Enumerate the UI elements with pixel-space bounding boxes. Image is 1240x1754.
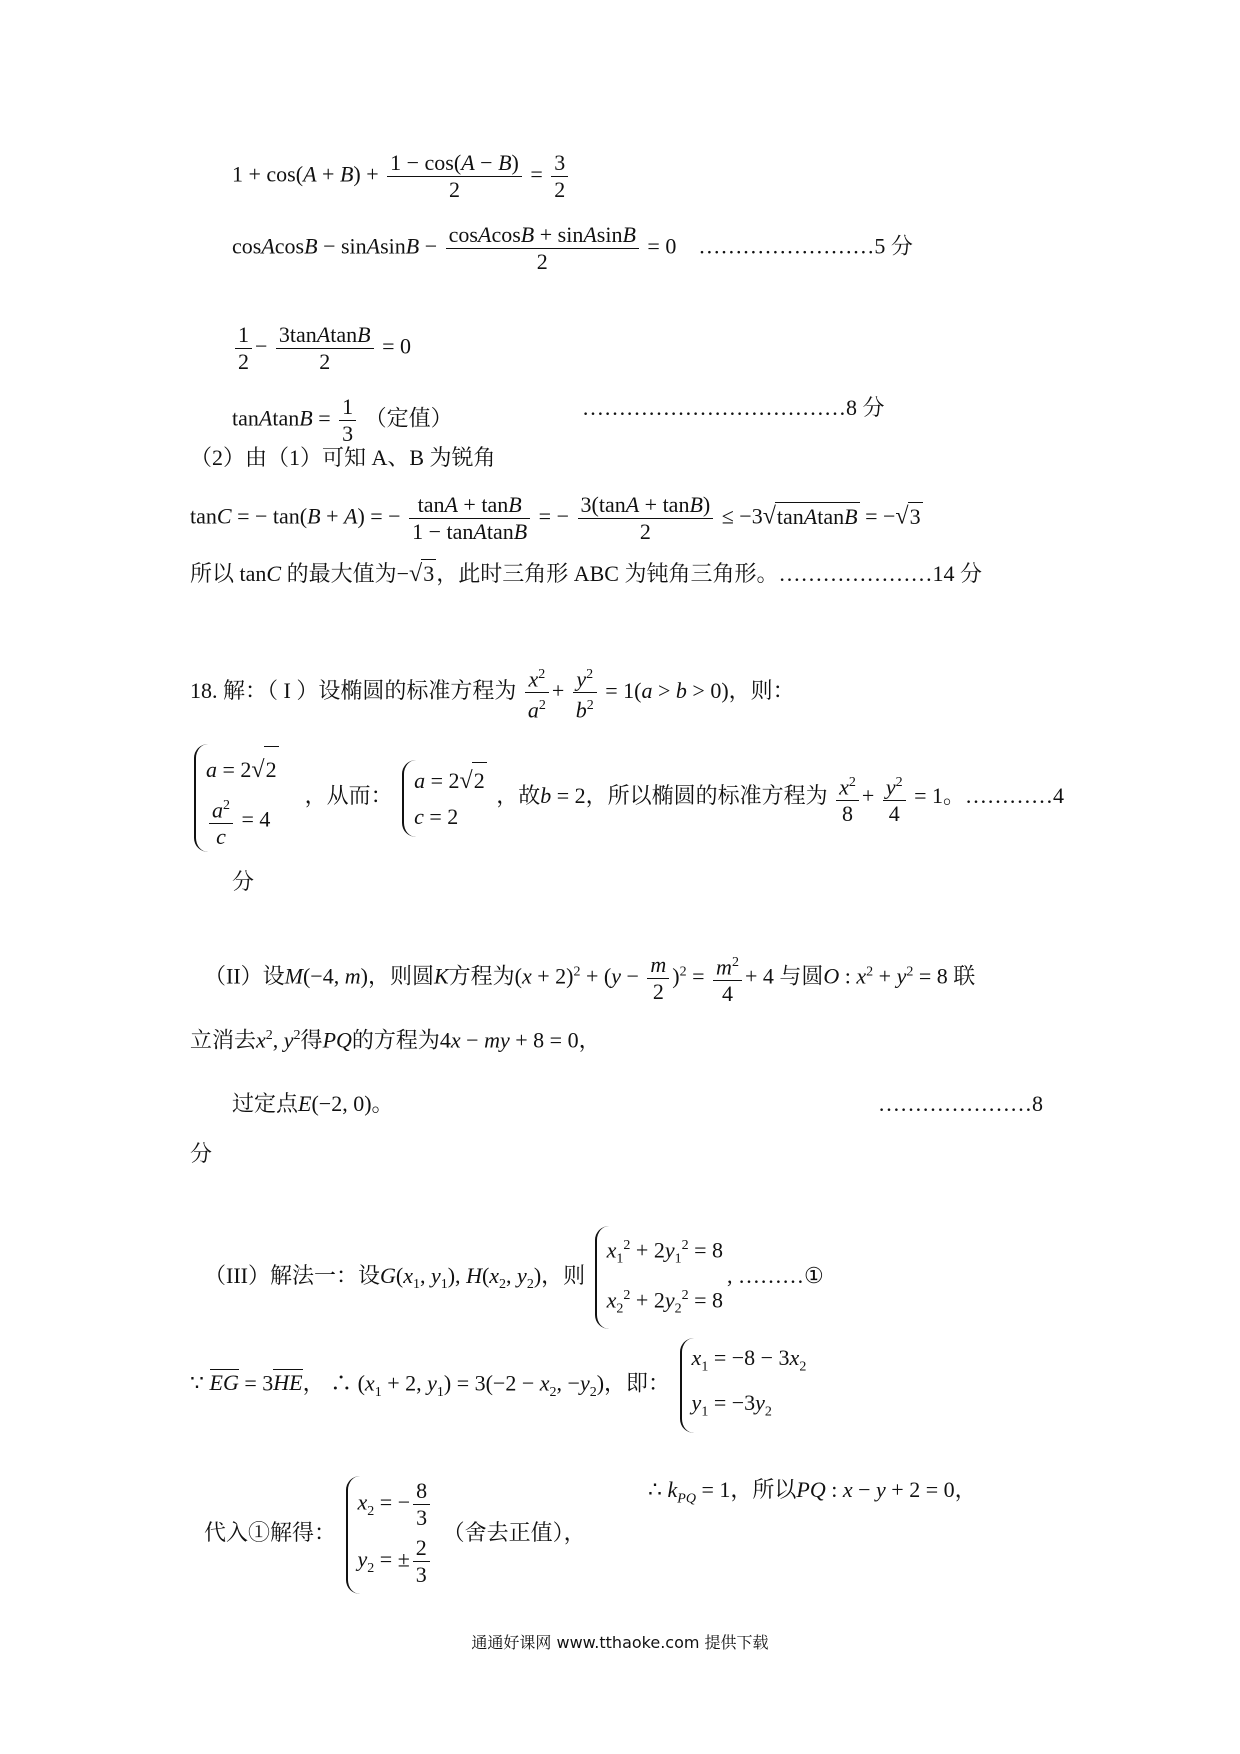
equation-1: 1 + cos(A + B) + $\frac{1 - \cos(A - B)}{2}$ = $\frac{3}{2}$ — [232, 150, 571, 203]
p3-line2: ∵ EG = 3HE， ∴ ($x_1 + 2$, $y_1) = 3(-2 - x_2$, $-y_2$)，即： $x_1 = -8 - 3x_2$ $y_1 = -3y_2$ — [190, 1338, 810, 1433]
p2-line1: （II）设M(−4, m)，则圆K方程为$(x + 2)^2 + (y$ − $\frac{m}{2}$ )$^2$ = $\frac{m^2}{4}$ + 4 与圆O : $x^2 + y^2 = 8$ 联 — [204, 950, 975, 1007]
q18-part1: 18. 解：（ I ）设椭圆的标准方程为 $\frac{x^2}{a^2}$ + $\frac{y^2}{b^2}$ = 1(a > b > 0)，则： — [190, 662, 795, 724]
conclusion: 所以 tanC 的最大值为−√3，此时三角形 ABC 为钝角三角形。…………………14 分 — [190, 561, 982, 587]
footer-credit: 通通好课网 www.tthaoke.com 提供下载 — [471, 1633, 769, 1652]
equation-3: $\frac{1}{2}$ − $\frac{\text{3tanAtanB}}{2}$ = 0 — [232, 322, 411, 375]
score-8a: ………………………………8 分 — [582, 395, 885, 420]
score-8b: …………………8 — [878, 1091, 1043, 1116]
equation-2: cosAcosB − sinAsinB − $\frac{\text{cosAcosB + sinAsinB}}{2}$ = 0 ……………………5 分 — [232, 222, 913, 274]
fen-1: 分 — [232, 869, 255, 894]
tanc-derivation: tanC = − tan(B + A) = − $\frac{\tan A + \tan B}{\text{1 − tanAtanB}}$ = − $\frac{3(\tan A + \tan B)}{2}$ ≤ −3√tanAtanB = −√3 — [190, 492, 921, 544]
p2-line3: 过定点E(−2, 0)。 — [232, 1091, 394, 1116]
p3-result: ∴ $k_{PQ} = 1$，所以PQ : x − y + 2 = 0， — [648, 1477, 977, 1507]
dingzhi-note: （定值） — [364, 405, 453, 431]
part2-intro: （2）由（1）可知 A、B 为锐角 — [190, 445, 496, 470]
p3-line1: （III）解法一：设$G(x_1$, $y_1$), $H(x_2$, $y_2$)，则 $x_1^2 + 2y_1^2 = 8$ $x_2^2 + 2y_2^2 = 8$ , ………① — [204, 1226, 824, 1329]
equation-4: tanAtanB = $\frac{1}{3}$ （定值） — [232, 394, 453, 446]
p3-line3: 代入①解得： $x_2$ = − $\frac{8}{3}$ $y_2$ = ± $\frac{2}{3}$ （舍去正值）， — [204, 1476, 586, 1594]
q18-systems: a = 2√2 $\frac{a^2}{c}$ = 4 ，从而： a = 2√2 c = 2 ，故b = 2，所以椭圆的标准方程为 $\frac{x^2}{8}$ + $\frac{y^2}{4}$ = 1。…………4 — [190, 744, 1064, 852]
score-5: ……………………5 分 — [698, 233, 913, 259]
fen-2: 分 — [190, 1141, 213, 1166]
p2-line2: 立消去$x^2$, $y^2$得PQ的方程为4x − my + 8 = 0， — [190, 1027, 601, 1053]
